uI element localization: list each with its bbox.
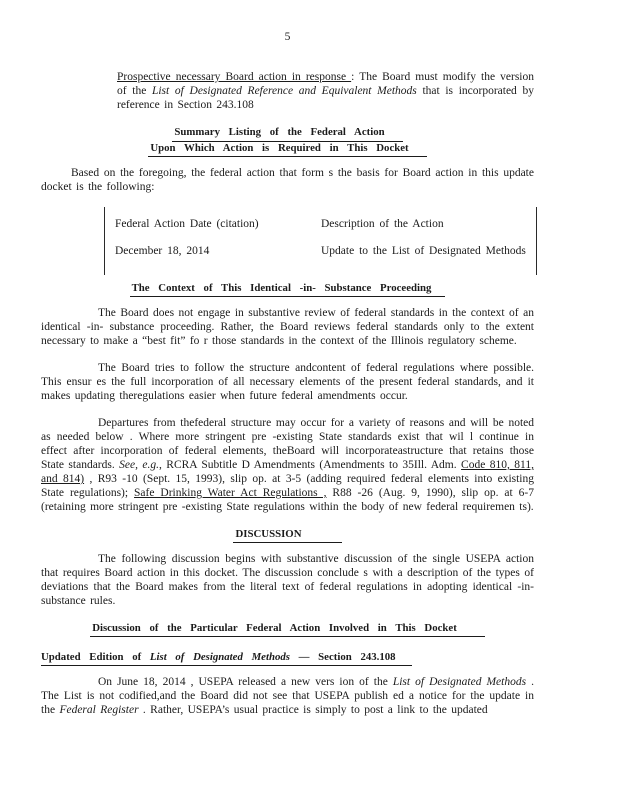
heading-summary-line2: Upon Which Action is Required in This Docket bbox=[41, 142, 534, 158]
following-discussion-paragraph: The following discussion begins with substantive discussion of the single USEPA action that requires Board action in this docket. The discussion conclude s with a description of the types of deviations that the Board makes from the literal text of federal regulations in adopting identical -in- substance rules. bbox=[41, 553, 534, 607]
prospective-action-paragraph: Prospective necessary Board action in response : The Board must modify the version of the List of Designated Reference and Equivalent Methods that is incorporated by reference in Section 243.108 bbox=[117, 71, 534, 111]
table-cell-date: December 18, 2014 bbox=[115, 245, 210, 257]
heading-summary-listing bbox=[41, 126, 534, 157]
heading-context: The Context of This Identical -in- Substance Proceeding bbox=[41, 281, 534, 297]
table-header-description: Description of the Action bbox=[321, 218, 444, 230]
heading-particular-federal-action: Discussion of the Particular Federal Action Involved in This Docket bbox=[41, 621, 534, 637]
board-structure-paragraph: The Board tries to follow the structure andcontent of federal regulations where possible. This ensur es the full incorporation of all necessary elements of the present federal standards, and it makes updating theregulations easier when future federal amendments occur. bbox=[41, 362, 534, 402]
heading-summary-line1: Summary Listing of the Federal Action bbox=[41, 126, 534, 142]
table-cell-description: Update to the List of Designated Methods bbox=[321, 245, 526, 257]
federal-action-table bbox=[104, 207, 537, 275]
board-review-paragraph: The Board does not engage in substantive review of federal standards in the context of an identical -in- substance proceeding. Rather, the Board reviews federal standards only to the extent necessary to make a “best fit” fo r those standards in the context of the Illinois regulatory scheme. bbox=[41, 307, 534, 347]
june-18-paragraph: On June 18, 2014 , USEPA released a new vers ion of the List of Designated Methods . The List is not codified,and the Board did not see that USEPA publish ed a notice for the update in the Federal Register . Rather, USEPA’s usual practice is simply to post a link to the updated bbox=[41, 676, 534, 716]
heading-updated-edition: Updated Edition of List of Designated Methods — Section 243.108 bbox=[41, 650, 534, 666]
table-header-date: Federal Action Date (citation) bbox=[115, 218, 259, 230]
page-number: 5 bbox=[284, 31, 291, 43]
heading-discussion: DISCUSSION bbox=[41, 527, 534, 543]
table-header-row bbox=[105, 217, 536, 231]
departures-paragraph: Departures from thefederal structure may occur for a variety of reasons and will be noted as needed below . Where more stringent pre -existing State standards exist that wil l continue in effect after incorporation of federal elements, theBoard will incorporateastructure that retains those State standards. See, e.g., RCRA Subtitle D Amendments (Amendments to 35Ill. Adm. Code 810, 811, and 814) , R93 -10 (Sept. 15, 1993), slip op. at 3-5 (adding required federal elements into existing State regulations); Safe Drinking Water Act Regulations , R88 -26 (Aug. 9, 1990), slip op. at 6-7 (retaining more stringent pre -existing State regulations within the body of new federal requiremen ts). bbox=[41, 417, 535, 513]
based-on-foregoing-paragraph: Based on the foregoing, the federal action that form s the basis for Board action in this update docket is the following: bbox=[41, 167, 534, 193]
table-data-row bbox=[105, 244, 536, 258]
